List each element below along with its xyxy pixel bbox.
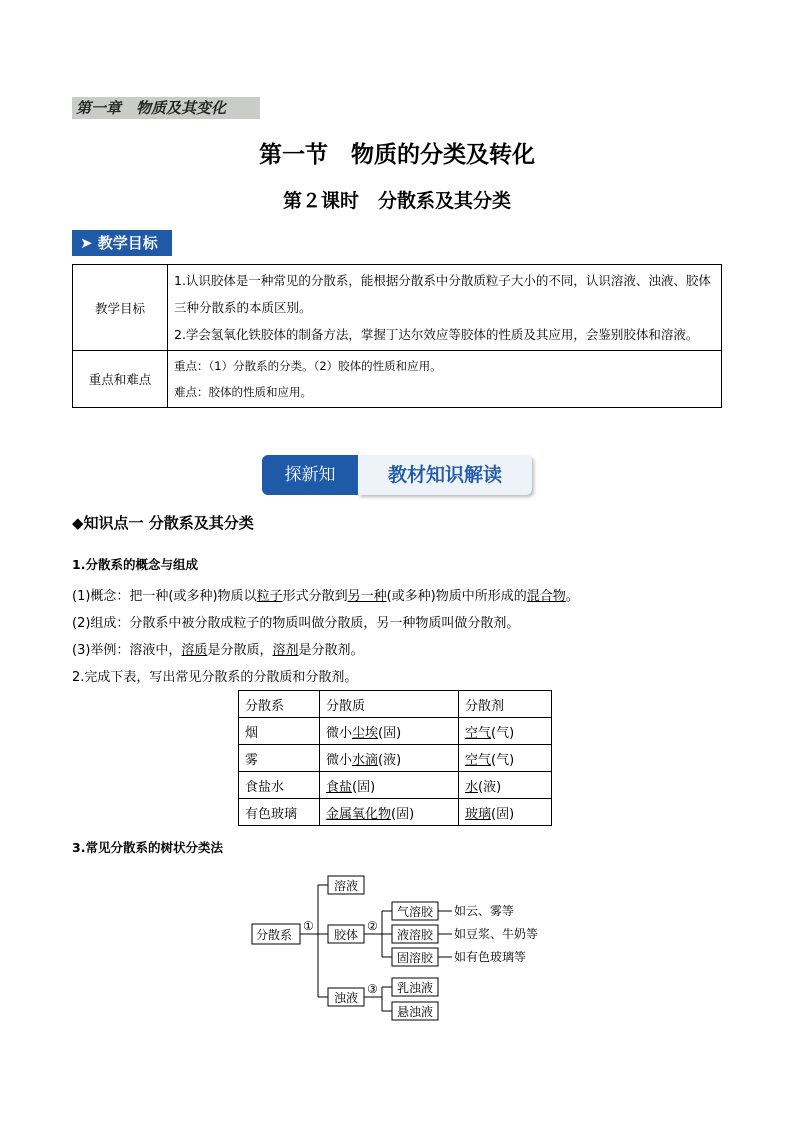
text: 。 — [565, 589, 579, 604]
goal-line-2: 2.学会氢氧化铁胶体的制备方法，掌握丁达尔效应等胶体的性质及其应用，会鉴别胶体和溶液。 — [174, 327, 699, 342]
concept-paragraph — [72, 585, 579, 604]
goals-content — [168, 265, 722, 351]
table-row — [239, 772, 552, 799]
table-row — [239, 745, 552, 772]
section-title: 第一节 物质的分类及转化 — [259, 141, 535, 168]
dispersion-table — [238, 690, 552, 826]
cell: 雾 — [239, 745, 320, 772]
text: 是分散质， — [207, 643, 273, 658]
goals-banner: ➤ 教学目标 — [72, 230, 172, 256]
suspension-label: 悬浊液 — [397, 1005, 434, 1019]
blank-answer: 混合物 — [526, 589, 566, 604]
concept-heading: 1.分散系的概念与组成 — [72, 557, 198, 572]
table-row — [239, 718, 552, 745]
blank-answer: 粒子 — [256, 589, 283, 604]
classification-tree — [240, 868, 560, 1028]
marker-2: ② — [367, 919, 378, 933]
section-tag — [262, 455, 532, 495]
emulsion-label: 乳浊液 — [397, 981, 434, 995]
turbid-label: 浊液 — [334, 991, 359, 1005]
cell: 食盐(固) — [320, 772, 459, 799]
solution-label: 溶液 — [334, 879, 359, 893]
goals-label: 教学目标 — [73, 265, 168, 351]
text: 是分散剂。 — [298, 643, 364, 658]
solidsol-label: 固溶胶 — [397, 951, 434, 965]
colloid-label: 胶体 — [334, 928, 359, 942]
cell: 微小尘埃(固) — [320, 718, 459, 745]
goals-table — [72, 264, 722, 408]
table-row — [239, 799, 552, 826]
header-cell: 分散质 — [320, 691, 459, 718]
tag-right: 教材知识解读 — [358, 455, 532, 495]
cell: 食盐水 — [239, 772, 320, 799]
header-cell: 分散系 — [239, 691, 320, 718]
cell: 水(液) — [459, 772, 552, 799]
blank-answer: 溶质 — [181, 643, 208, 658]
cell: 金属氧化物(固) — [320, 799, 459, 826]
aerosol-example: 如云、雾等 — [454, 904, 515, 918]
liquisol-example: 如豆浆、牛奶等 — [454, 927, 539, 941]
cell: 有色玻璃 — [239, 799, 320, 826]
task-paragraph: 2.完成下表，写出常见分散系的分散质和分散剂。 — [72, 670, 358, 685]
focus-content — [168, 351, 722, 408]
cell: 玻璃(固) — [459, 799, 552, 826]
blank-answer: 另一种 — [347, 589, 387, 604]
focus-line-1: 重点：（1）分散系的分类。（2）胶体的性质和应用。 — [174, 359, 442, 373]
text: 形式分散到 — [282, 589, 348, 604]
focus-line-2: 难点：胶体的性质和应用。 — [174, 385, 312, 399]
cell: 微小水滴(液) — [320, 745, 459, 772]
root-label: 分散系 — [256, 928, 293, 942]
marker-1: ① — [303, 919, 314, 933]
goal-line-1: 1.认识胶体是一种常见的分散系，能根据分散系中分散质粒子大小的不同，认识溶液、浊液、胶体三种分散系的本质区别。 — [174, 273, 711, 315]
cell: 空气(气) — [459, 745, 552, 772]
example-connectors — [438, 911, 452, 957]
focus-label: 重点和难点 — [73, 351, 168, 408]
cell: 空气(气) — [459, 718, 552, 745]
colloid-connector — [364, 911, 392, 957]
composition-paragraph: (2)组成：分散系中被分散成粒子的物质叫做分散质，另一种物质叫做分散剂。 — [72, 616, 520, 631]
text: (1)概念：把一种(或多种)物质以 — [72, 589, 257, 604]
chapter-label: 第一章 物质及其变化 — [72, 97, 260, 119]
text: (3)举例：溶液中， — [72, 643, 182, 658]
example-paragraph — [72, 639, 363, 658]
cell: 烟 — [239, 718, 320, 745]
text: (或多种)物质中所形成的 — [386, 589, 527, 604]
liquisol-label: 液溶胶 — [397, 928, 434, 942]
blank-answer: 溶剂 — [272, 643, 299, 658]
aerosol-label: 气溶胶 — [397, 905, 434, 919]
solidsol-example: 如有色玻璃等 — [454, 950, 527, 964]
knowledge-point-heading: ◆知识点一 分散系及其分类 — [72, 514, 254, 532]
root-connector — [300, 885, 328, 997]
header-cell: 分散剂 — [459, 691, 552, 718]
marker-3: ③ — [367, 982, 378, 996]
tag-left: 探新知 — [262, 455, 358, 495]
lesson-title: 第２课时 分散系及其分类 — [282, 190, 511, 212]
tree-heading: 3.常见分散系的树状分类法 — [72, 840, 223, 855]
